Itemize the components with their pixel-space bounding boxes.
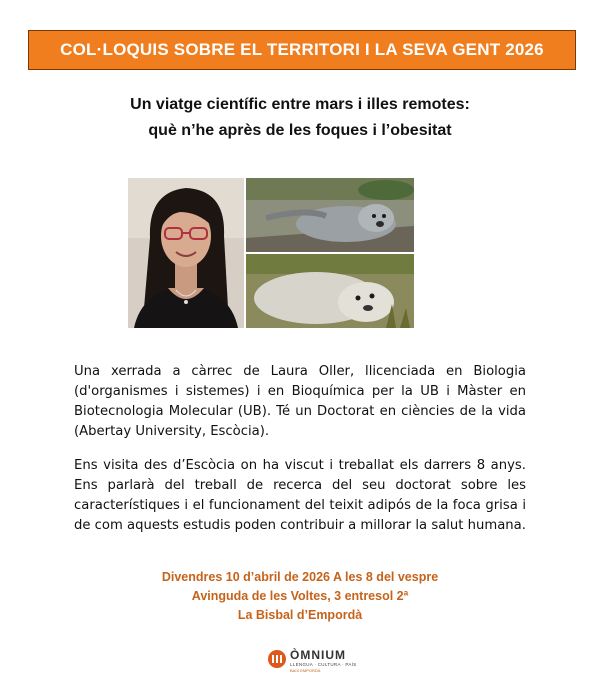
title-line-1: Un viatge científic entre mars i illes remotes: [130,96,470,113]
speaker-portrait [128,178,244,328]
talk-title [40,92,560,144]
logo-subtitle: BAIX EMPORDÀ [290,668,321,673]
event-date-time: Divendres 10 d’abril de 2026 A les 8 del vespre [161,570,439,584]
logo-tagline: LLENGUA · CULTURA · PAÍS [290,662,357,667]
event-town: La Bisbal d’Empordà [237,608,363,622]
seal-photo-grass [246,254,414,328]
title-line-2: què n’he après de les foques i l’obesitat [148,122,452,139]
seal-photo-rocks [246,178,414,252]
omnium-logo [268,648,357,678]
photo-collage [128,178,414,328]
header-banner [28,30,576,70]
talk-description-paragraph: Ens visita des d’Escòcia on ha viscut i treballat els darrers 8 anys. Ens parlarà del treball de recerca del seu doctorat sobre les característiques i el funcionament del teixit adipós de la foca grisa i de com aquests estudis poden contribuir a millorar la salut humana. [74,458,526,533]
speaker-bio-paragraph: Una xerrada a càrrec de Laura Oller, llicenciada en Biologia (d'organismes i sistemes) i en Bioquímica per la UB i Màster en Biotecnologia Molecular (UB). Té un Doctorat en ciències de la vida (Abertay University, Escòcia). [74,364,526,439]
event-details [80,568,520,625]
banner-text: COL·LOQUIS SOBRE EL TERRITORI I LA SEVA GENT 2026 [60,40,544,59]
omnium-logo-icon [268,650,286,668]
event-address: Avinguda de les Voltes, 3 entresol 2ª [191,589,409,603]
logo-name: ÒMNIUM [290,648,346,662]
